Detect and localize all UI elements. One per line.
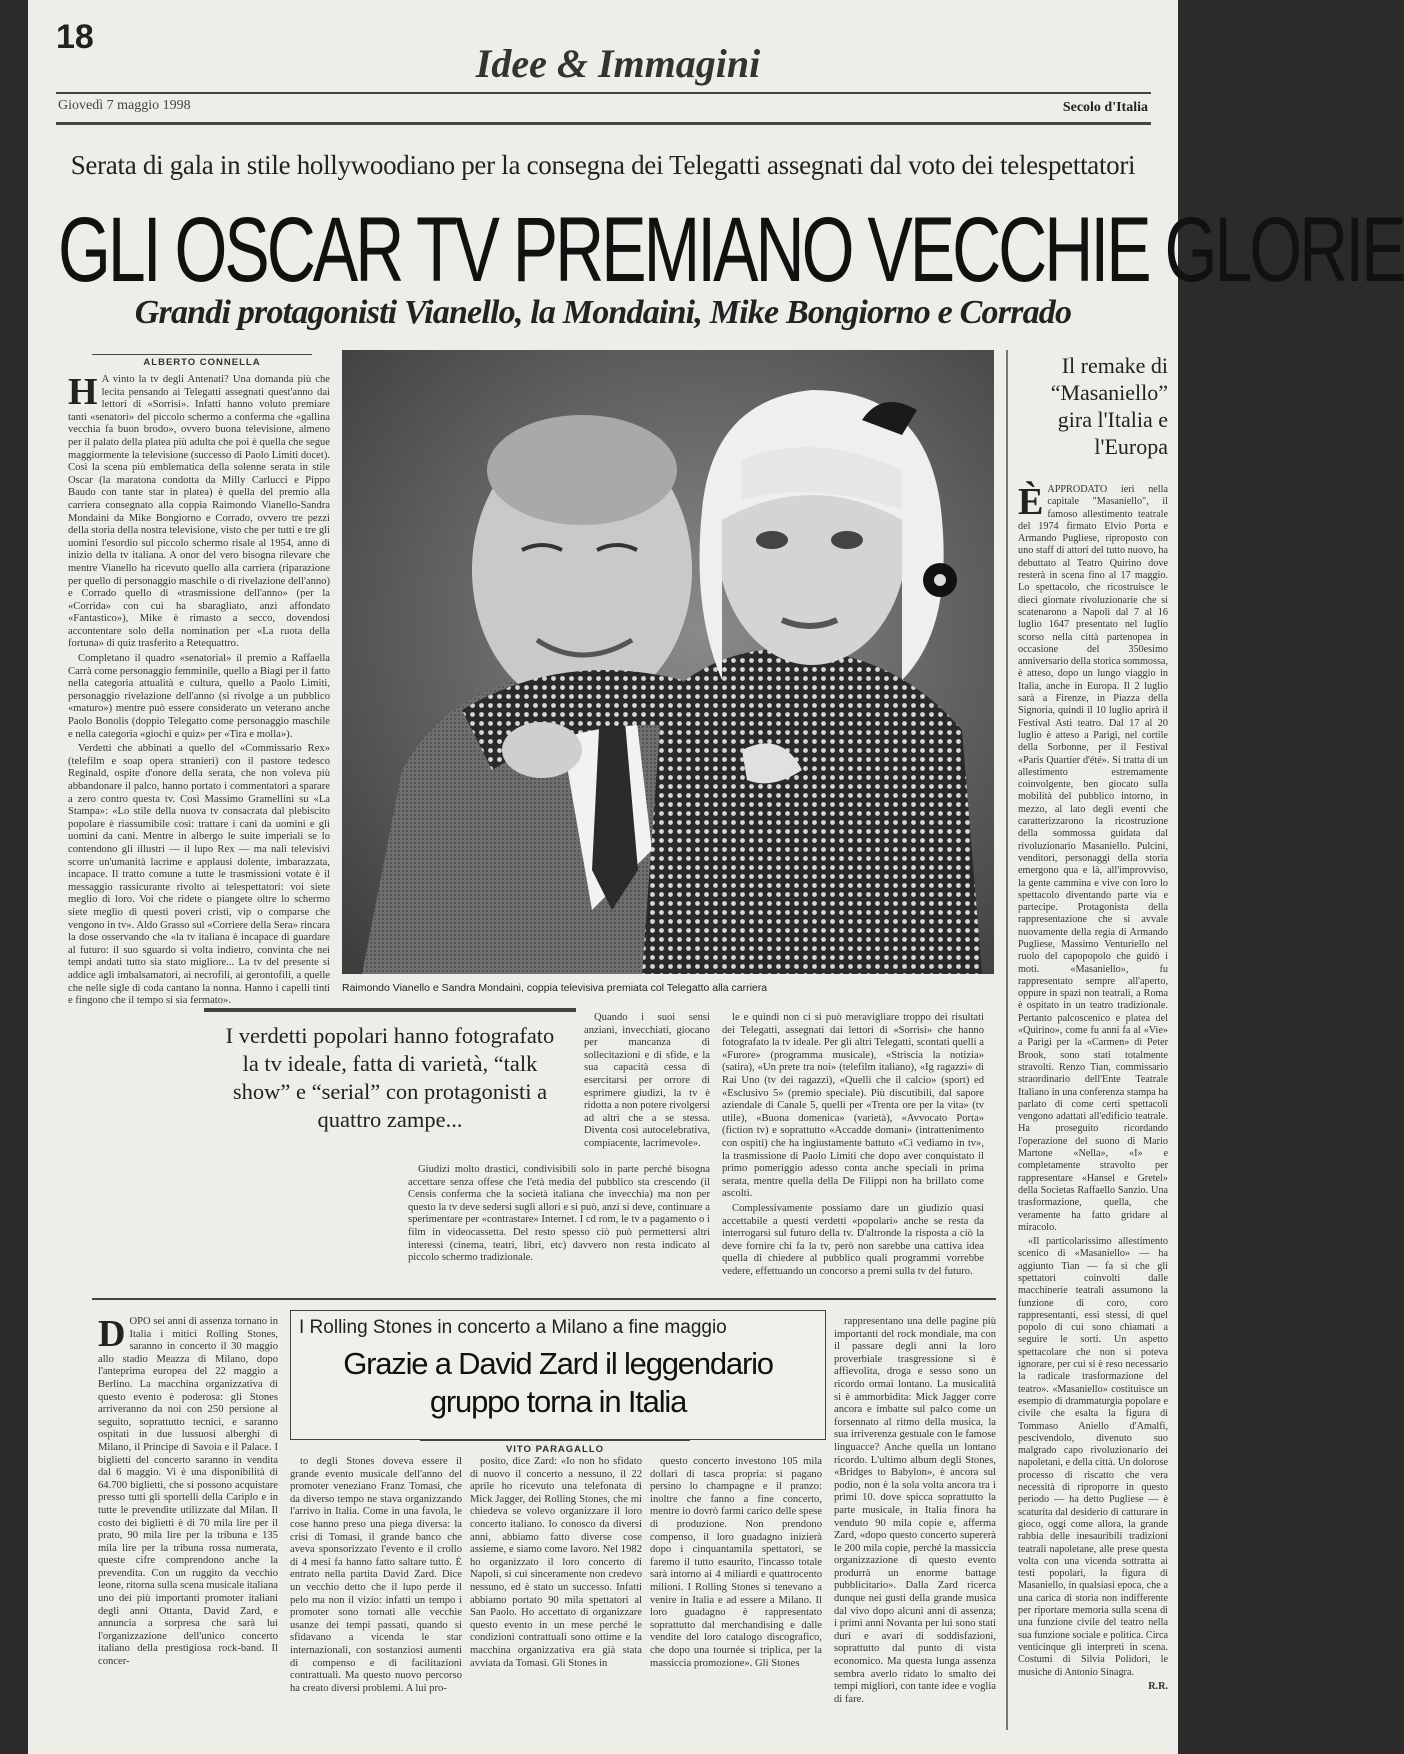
main-article-column-3 (722, 1012, 984, 1284)
main-paragraph: A vinto la tv degli Antenati? Una domanda più che lecita pensando ai Telegatti assegnati quest'anno dai lettori di «Sorrisi». Infatti hanno voluto premiare tanti «senatori» del piccolo schermo a conferma che «gallina vecchia fa buon brodo», ovvero buona televisione, almeno per il palato della platea più adulta che poi è quella che segue maggiormente la televisione (successo di Paolo Limiti docet). Così la scena più emblematica della solenne serata in stile Oscar (la maratona condotta da Milly Carlucci e Pippo Baudo con tante star in platea) è quella del premio alla carriera consegnato alla coppia Raimondo Vianello-Sandra Mondaini da Mike Bongiorno e Corrado, ovvero tre pezzi della storia della nostra televisione, visto che per tutti e tre gli uomini l'esordio sul piccolo schermo risale al 1954, anno di inizio della tv italiana. A onor del vero bisogna rilevare che mentre Vianello ha ricevuto quello alla carriera (riparazione per quello di personaggio maschile o di rivelazione dell'anno) e Corrado quello di «trasmissione dell'anno» (per la «Corrida» con cui ha sbaragliato, anzi affondato «Fantastico»), Mike è rimasto a secco, dovendosi accontentare solo della nomination per «La ruota della fortuna» di quiz trasferito a Retequattro. (68, 374, 330, 650)
main-paragraph: le e quindi non ci si può meravigliare troppo dei risultati dei Telegatti, assegnati dai lettori di «Sorrisi» che hanno fotografato la tv ideale. Per gli altri Telegatti, scontati quelli a «Furore» (programma musicale), «Striscia la notizia» (satira), «Un prete tra noi» (telefilm italiano), «Ig ragazzi» di Rai Uno (tv dei ragazzi), «Quelli che il calcio» (sport) ed «Esclusivo 5» (premio speciale). Più discutibili, dal sapore aziendale di Canale 5, quelli per «Trenta ore per la vita» (tv utile), «Buona domenica» (varietà), «Avvocato Porta» (fiction tv) e soprattutto «Accadde domani» (intrattenimento con ospiti) che ha ingiustamente battuto «Ci vediamo in tv», la trasmissione di Paolo Limiti che dopo aver conquistato il primo pomeriggio adesso conta anche speciali in prima serata, mentre quella della De Filippi non ha brillato come ascolti. (722, 1012, 984, 1200)
side-headline: Il remake di “Masaniello” gira l'Italia e l'Europa (1050, 353, 1168, 459)
main-subheadline: Grandi protagonisti Vianello, la Mondaini, Mike Bongiorno e Corrado (134, 294, 1072, 331)
side-article-text (1018, 481, 1168, 1739)
photo-caption: Raimondo Vianello e Sandra Mondaini, coppia televisiva premiata col Telegatto alla carriera (342, 982, 768, 994)
stones-column-4 (650, 1456, 822, 1741)
vianello-mondaini-photo (342, 350, 994, 974)
bottom-article-rule (92, 1298, 996, 1300)
stones-headline: Grazie a David Zard il leggendario gruppo torna in Italia (343, 1346, 773, 1419)
masthead-rule-bottom (56, 122, 1151, 125)
main-paragraph: Complessivamente possiamo dare un giudizio quasi accettabile a questi verdetti «popolari» anche se resta da interrogarsi sul futuro della tv. D'altronde la risposta a ciò la deve fornire chi fa la tv, però non sarebbe una cattiva idea quella di chiedere al pubblico quali programmi vorrebbe vedere, effettuando un concorso a premi sulla tv del futuro. (722, 1202, 984, 1277)
stones-author-rule (420, 1440, 690, 1441)
masthead-rule-top (56, 92, 1151, 94)
issue-date: Giovedì 7 maggio 1998 (58, 98, 191, 113)
main-headline: GLI OSCAR TV PREMIANO VECCHIE GLORIE (58, 198, 1404, 302)
stones-column-1 (98, 1313, 278, 1736)
main-paragraph: Giudizi molto drastici, condivisibili solo in parte perché bisogna accettare senza offese che l'età media del pubblico sta crescendo (il Censis conferma che la società italiana che invecchia) ma non per questo la tv deve sedersi sugli allori e si può, anzi si deve, continuare a sperimentare per «contrastare» Internet. I cd rom, le tv a pagamento o i film in videocassetta. Del resto spesso ciò può permettersi altri interessi (cinema, teatri, libri, etc) davvero non resta indicato al piccolo schermo tradizionale. (408, 1164, 710, 1264)
stones-headline-box (290, 1310, 826, 1440)
stones-author: VITO PARAGALLO (505, 1444, 605, 1455)
side-paragraph: «Il particolarissimo allestimento scenico di «Masaniello» — ha aggiunto Tian — fa sì che gli spettatori coinvolti dalle macchinerie teatrali assumono la funzione di coro, coro rappresentanti, essi stessi, di quel popolo di cui sono chiamati a seguire le sorti. Un aspetto spettacolare che non si poteva ignorare, per cui si è reso necessario la radicale trasformazione del teatro». «Masaniello» costituisce un esempio di drammaturgia popolare e civile che esalta la figura di Tommaso Aniello d'Amalfi, pescivendolo, divenuto suo malgrado capo rivoluzionario dei napoletani, e della città. Un dolorose processo di riscatto che vera necessità di riproporre in questo periodo — ha detto Pugliese — è scaturita dal desiderio di catturare in gioco, oggi come allora, la grande rabbia delle inesauribili tradizioni teatrali napoletane, alle prese questa volta con una vicenda sottratta ai testi popolari, la figura di Masaniello, in qualsiasi epoca, che a una carica di storia non indifferente per riportare memoria sulla scena di una funzione civile del teatro nella sua funzione sociale e politica. Circa venticinque gli interpreti in scena. Costumi di Silvia Polidori, le musiche di Antonio Sinagra. (1018, 1236, 1168, 1678)
pullquote-text: I verdetti popolari hanno fotografato la tv ideale, fatta di varietà, “talk show” e “serial” con protagonisti a quattro zampe... (225, 1023, 555, 1132)
main-author: ALBERTO CONNELLA (143, 357, 261, 368)
main-article-column-1 (68, 371, 330, 1064)
main-paragraph: Completano il quadro «senatorial» il premio a Raffaella Carrà come personaggio femminile, quello a Biagi per il fatto nella categoria attualità e cultura, quello a Paolo Limiti, personaggio rivelazione dell'anno (si rivolge a un pubblico «maturo») mentre può essere considerato un veterano anche Paolo Bonolis (doppio Telegatto come personaggio maschile e nella categoria «giochi e quiz» per «Tira e molla»). (68, 653, 330, 740)
author-rule (92, 354, 312, 355)
stones-paragraph: rappresentano una delle pagine più importanti del rock mondiale, ma con il passare degli anni la loro proverbiale trasgressione si è affievolita, droga e sesso sono un ricordo ormai lontano. La musicalità si è ammorbidita: Mick Jagger corre ancora e imbatte sul palco come un forsennato al ritmo della musica, la sua irriverenza gestuale con le famose linguacce? Anche quella un lontano ricordo. L'ultimo album degli Stones, «Bridges to Babylon», è ancora sul podio, non è la sola volta ancora tra i primi 10. dove spicca soprattutto la parte musicale, in Italia finora ha venduto 90 mila copie e, afferma Zard, «dopo questo concerto supererà le 200 mila copie, perché la massiccia organizzazione di questo evento produrrà un enorme battage pubblicitario». Dalla Zard ricerca dunque nei gusti della grande musica dal vivo dopo alcuni anni di assenza; i primi anni Novanta per lui sono stati duri e avari di soddisfazioni, soprattutto dal punto di vista economico. Ma questa lunga assenza sembra averlo ridato lo smalto dei tempi migliori, con tante idee e voglia di fare. (834, 1316, 996, 1705)
stones-paragraph: to degli Stones doveva essere il grande evento musicale dell'anno del promoter veneziano Franz Tomasi, che da diverso tempo ne stava organizzando l'arrivo in Italia. Come in una favola, le cose hanno preso una piega diversa: la crisi di Tomasi, il grande banco che aveva sponsorizzato l'evento e il crollo di 4 mesi fa hanno fatto saltare tutto. È entrato nella partita David Zard. Dice un vecchio detto che il lupo perde il pelo ma non il vizio: infatti un tempo i promoter sono tornati alle vecchie usanze dei tempi passati, quando si sfidavano a vicenda le star internazionali, con sostanziosi aumenti di compenso e di facilitazioni contrattuali. Ma questo nuovo percorso ha creato diversi problemi. A lui pro- (290, 1456, 462, 1694)
side-article-rule (1006, 350, 1008, 1730)
main-kicker: Serata di gala in stile hollywoodiano per la consegna dei Telegatti assegnati dal voto dei telespettatori (70, 150, 1136, 180)
stones-paragraph: posito, dice Zard: «Io non ho sfidato di nuovo il concerto a nessuno, il 22 aprile ho ricevuto una telefonata di Mick Jagger, dei Rolling Stones, che mi chiedeva se volevo organizzare il loro concerto italiano. Io conosco da diversi anni, abbiamo fatto diverse cose assieme, e siamo come lavoro. Nel 1982 ho organizzato il loro concerto di Napoli, si cui sinceramente non credevo nessuno, ed è stato un successo. Infatti abbiamo portato 90 mila spettatori al San Paolo. Ho accettato di organizzare questo evento in un mese perché le condizioni contrattuali sono ottime e la macchina organizzativa era già stata avviata da Tomasi. Gli Stones in (470, 1456, 642, 1669)
stones-column-2 (290, 1456, 462, 1741)
main-paragraph: Verdetti che abbinati a quello del «Commissario Rex» (telefilm e soap opera stranieri) con il pastore tedesco Reginald, ospite d'onore della serata, che non voleva più abbandonare il palco, hanno portato i commentatori a sparare a zero contro questa tv. Così Massimo Gramellini su «La Stampa»: «Lo stile della nuova tv consacrata dal plebiscito popolare è riassumibile così: trattare i cani da uomini e gli uomini da cani. Mentre in albergo le suite imperiali se lo contendono gli illustri — il lupo Rex — ma nali televisivi scorre un'umanità lacrime e applausi dolente, imbarazzata, incapace. Il tratto comune a tutte le trasmissioni votate è il messaggio rassicurante rivolto ai telespettatori: voi siete meglio di loro. Voi che ridete o piangete oltre lo schermo siete meglio di questi poveri cristi, vip o comparse che vengono in tv». Aldo Grasso sul «Corriere della Sera» rincara la dose osservando che «la tv italiana è incapace di guardare al futuro: il suo sguardo si volta indietro, convinta che nei tempi andati tutto sia stato migliore... La tv del presente si addice agli imbalsamatori, ai necrofili, ai gerontofili, a quelle che nelle sigle di coda cantano la nonna. Hanno i capelli tinti e fingono che il tempo si sia fermato». (68, 743, 330, 1007)
side-dropcap: È (1018, 481, 1044, 523)
side-signature: R.R. (1148, 1680, 1168, 1692)
photo-illustration (342, 350, 994, 974)
stones-kicker: I Rolling Stones in concerto a Milano a fine maggio (299, 1317, 727, 1338)
main-article-column-2-bottom (408, 1164, 710, 1284)
main-article-column-2 (584, 1012, 710, 1162)
newspaper-name: Secolo d'Italia (1062, 100, 1148, 115)
stones-paragraph: OPO sei anni di assenza tornano in Italia i mitici Rolling Stones, saranno in concerto il 30 maggio allo stadio Meazza di Milano, dopo l'anteprima europea del 22 maggio a Berlino. La macchina organizzativa di questo evento è poderosa: gli Stones arriveranno da noi con 250 persione al seguito, soprattutto tecnici, e saranno ospitati in due lussuosi alberghi di Milano, il Principe di Savoia e il Palace. I biglietti del concerto saranno in vendita dal 6 maggio. Vi è una disponibilità di 64.700 biglietti, che si possono acquistare presso tutti gli sportelli della Cariplo e in tutte le prevendite utilizzate dal Milan. Il costo dei biglietti è di 70 mila lire per il prato, 90 mila lire per la tribuna e 135 mila lire per la tribuna rossa numerata, queste cifre comprendono anche la prevendita. Con un ruggito da vecchio leone, ritorna sulla scena musicale italiana uno dei più importanti promoter italiani degli anni Ottanta, David Zard, e annuncia a sorpresa che sarà lui l'organizzazione dell'unico concerto italiano della prestigiosa rock-band. Il concer- (98, 1316, 278, 1668)
main-dropcap: H (68, 371, 98, 413)
stones-column-5 (834, 1316, 996, 1741)
stones-paragraph: questo concerto investono 105 mila dollari di tasca propria: si pagano persino lo champagne e il pranzo: inoltre che fanno a fine concerto, mentre io dovrò farmi carico delle spese di produzione. Non prendono compenso, il loro guadagno inizierà dopo i cinquantamila spettatori, se faremo il tutto esaurito, l'incasso totale sarà intorno ai 4 miliardi e quattrocento milioni. I Rolling Stones si tenevano a venire in Italia e ad essere a Milano. Il loro guadagno è rappresentato soprattutto dal merchandising e dalle vendite del loro catalogo discografico, che dopo una tournée si triplica, per la massiccia promozione». Gli Stones (650, 1456, 822, 1669)
section-title: Idee & Immagini (475, 41, 761, 86)
pullquote-box (204, 1008, 576, 1162)
page-number: 18 (56, 18, 94, 56)
side-paragraph: APPRODATO ieri nella capitale "Masaniello", il famoso allestimento teatrale del 1974 firmato Elvio Porta e Armando Pugliese, riproposto con uno staff di attori del tutto nuovo, ha debuttato al Teatro Quirino dove resterà in scena fino al 17 maggio. Lo spettacolo, che ricostruisce le dieci giornate rivoluzionarie che si scatenarono a Napoli dal 7 al 16 luglio 1647 presentato nel luglio scorso nella città partenopea in occasione del 350esimo anniversario della storica sommossa, è atteso, dopo un lungo viaggio in Italia, anche in Europa. Il 2 luglio sarà a Firenze, in Piazza della Signoria, quindi il 10 luglio aprirà il Festival Asti teatro. Dal 17 al 20 luglio è atteso a Parigi, nel cortile della Sorbonne, per il Festival «Paris Quartier d'été». Si tratta di un allestimento estremamente coinvolgente, ben giocato sulla mobilità del pubblico intorno, in mezzo, al lato degli eventi che caratterizzarono la ricostruzione della sommossa guidata dal rivoluzionario Masaniello. Pulcini, venditori, personaggi della storia emergono qua e là, all'improvviso, la gente cammina e vive con loro lo spettacolo diventando parte via e partecipe. Protagonista della rappresentazione che si avvale nuovamente della regia di Armando Pugliese, Massimo Venturiello nel ruolo del capopopolo che guidò i moti. «Masaniello», fu rappresentato sempre all'aperto, oppure in spazi non teatrali, a Roma è ospitato in un teatro tradizionale. Pertanto palcoscenico e platea del «Quirino», come fu anni fa al «Vie» a Parigi per la «Carmen» di Peter Brook, sono stati totalmente stravolti. Renzo Tian, commissario straordinario dell'Ente Teatrale Italiano in una conferenza stampa ha parlato di come certi spettacoli vengono adattati all'edificio teatrale. Ha proseguito ricordando l'operazione del suono di Mario Martone «Nella», «I» e completamente stravolto per rappresentare «Hansel e Gretel» della Societas Raffaello Sanzio. Una trasformazione, quella, che veramente ha fatto gridare al miracolo. (1018, 484, 1168, 1233)
stones-column-3 (470, 1456, 642, 1741)
stones-dropcap: D (98, 1313, 126, 1355)
newspaper-page (28, 0, 1404, 1754)
main-paragraph: Quando i suoi sensi anziani, invecchiati, giocano per mancanza di sollecitazioni e di sfide, e la sua capacità cessa di esercitarsi per orrore di esprimere giudizi, la tv è ridotta a non potere rivolgersi ad altri che a se stessa. Diventa così autocelebrativa, compiacente, lacrimevole». (584, 1012, 710, 1149)
